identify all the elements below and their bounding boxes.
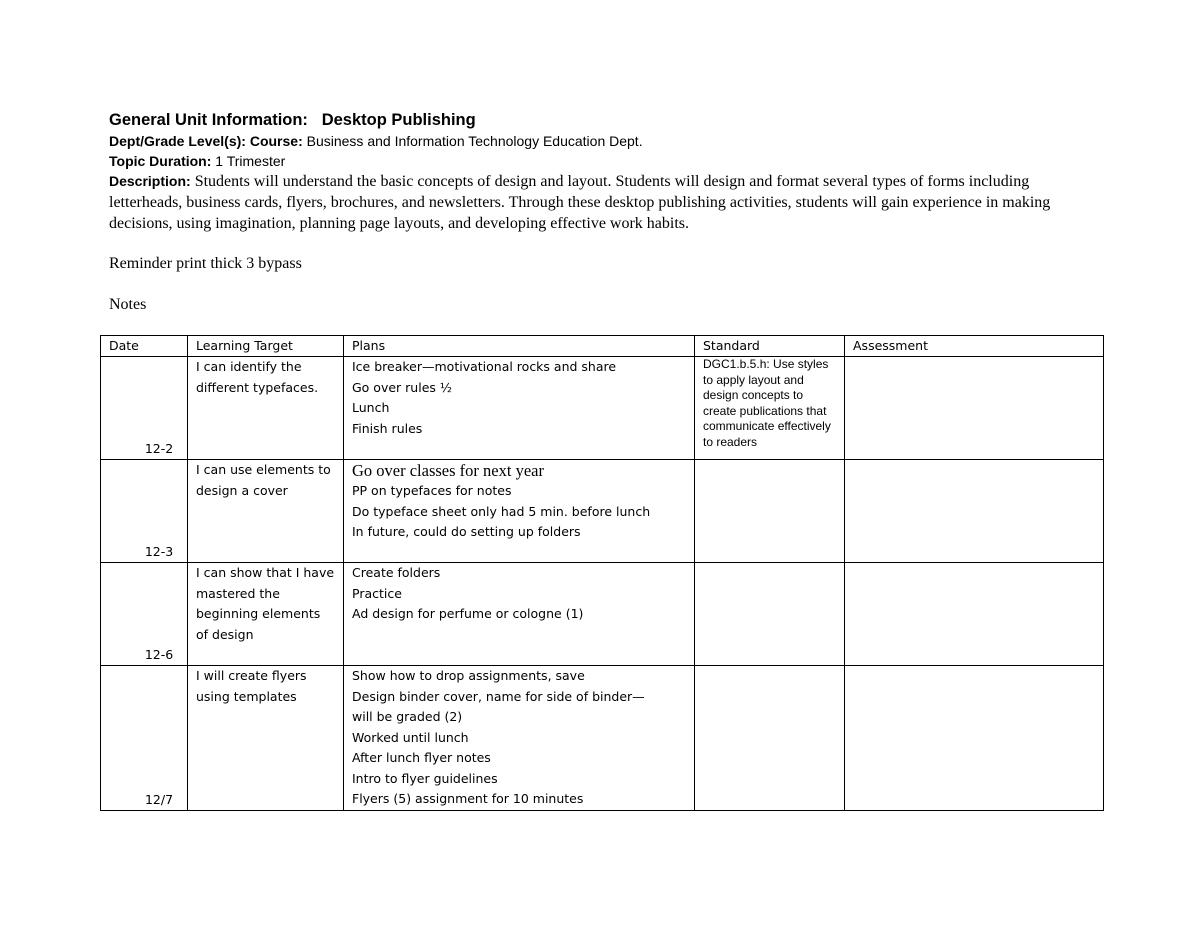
table-row	[101, 563, 1104, 666]
title-label: General Unit Information:	[109, 111, 308, 129]
plans-cell	[344, 563, 695, 666]
plans-cell	[344, 666, 695, 811]
table-row	[101, 666, 1104, 811]
lesson-plan-table	[100, 335, 1104, 811]
date-value: 12-3	[144, 544, 174, 559]
date-cell	[101, 666, 188, 811]
target-text: I will create flyers using templates	[196, 668, 307, 704]
plan-item: Lunch	[352, 400, 390, 415]
assessment-cell	[845, 666, 1104, 811]
table-row	[101, 460, 1104, 563]
table-row	[101, 357, 1104, 460]
standard-cell	[695, 357, 845, 460]
notes-label: Notes	[109, 296, 147, 313]
description-label: Description:	[109, 173, 191, 189]
target-text: I can show that I have mastered the beginning elements of design	[196, 565, 335, 642]
target-cell	[188, 563, 344, 666]
assessment-cell	[845, 460, 1104, 563]
duration-label: Topic Duration:	[109, 153, 212, 169]
duration-value: 1 Trimester	[215, 153, 286, 169]
plan-item: Intro to flyer guidelines	[352, 770, 498, 786]
column-header: Plans	[344, 336, 695, 357]
plan-item: will be graded (2)	[352, 709, 463, 724]
target-cell	[188, 666, 344, 811]
target-text: I can identify the different typefaces.	[196, 359, 319, 395]
assessment-cell	[845, 357, 1104, 460]
standard-cell	[695, 460, 845, 563]
plan-item: Worked until lunch	[352, 729, 469, 745]
date-value: 12-6	[144, 647, 174, 662]
unit-header	[109, 110, 1099, 234]
plan-item: Go over rules ½	[352, 379, 452, 395]
description	[109, 171, 1099, 234]
plans-cell	[344, 357, 695, 460]
standard-cell	[695, 666, 845, 811]
column-header: Assessment	[845, 336, 1104, 357]
date-value: 12/7	[144, 791, 174, 807]
standard-cell	[695, 563, 845, 666]
plan-item: Finish rules	[352, 420, 423, 436]
column-header: Date	[101, 336, 188, 357]
plan-item: PP on typefaces for notes	[352, 483, 512, 498]
dept-label: Dept/Grade Level(s):	[109, 133, 246, 149]
duration-line	[109, 151, 1099, 171]
plan-item: Create folders	[352, 565, 441, 580]
target-text: I can use elements to design a cover	[196, 462, 331, 498]
plan-item: Ice breaker—motivational rocks and share	[352, 359, 617, 374]
table-header-row	[101, 336, 1104, 357]
plan-item: After lunch flyer notes	[352, 750, 491, 765]
dept-line	[109, 131, 1099, 151]
plan-item: Flyers (5) assignment for 10 minutes	[352, 791, 584, 806]
plan-item: Do typeface sheet only had 5 min. before lunch	[352, 503, 651, 519]
column-header: Learning Target	[188, 336, 344, 357]
unit-title	[109, 110, 1099, 131]
plan-item: Go over classes for next year	[352, 461, 544, 480]
description-value: Students will understand the basic concepts of design and layout. Students will design and format several types of forms including letterheads, business cards, flyers, brochures, and newsletters. Through these desktop publishing activities, students will gain experience in making decisions, using imagination, planning page layouts, and developing effective work habits.	[109, 173, 1051, 232]
target-cell	[188, 357, 344, 460]
date-cell	[101, 563, 188, 666]
date-cell	[101, 460, 188, 563]
standard-text: DGC1.b.5.h: Use styles to apply layout and design concepts to create publications that communicate effectively to readers	[703, 357, 831, 449]
assessment-cell	[845, 563, 1104, 666]
course-value: Business and Information Technology Education Dept.	[306, 133, 643, 149]
reminder-text: Reminder print thick 3 bypass	[109, 255, 302, 272]
target-cell	[188, 460, 344, 563]
date-value: 12-2	[144, 441, 174, 456]
plan-item: Design binder cover, name for side of binder—	[352, 688, 645, 704]
date-cell	[101, 357, 188, 460]
plan-item: Show how to drop assignments, save	[352, 668, 585, 683]
title-value: Desktop Publishing	[321, 111, 476, 129]
plan-item: Ad design for perfume or cologne (1)	[352, 606, 584, 621]
course-label: Course:	[249, 133, 303, 149]
plan-item: In future, could do setting up folders	[352, 524, 581, 539]
plans-cell	[344, 460, 695, 563]
column-header: Standard	[695, 336, 845, 357]
plan-item: Practice	[352, 585, 402, 601]
